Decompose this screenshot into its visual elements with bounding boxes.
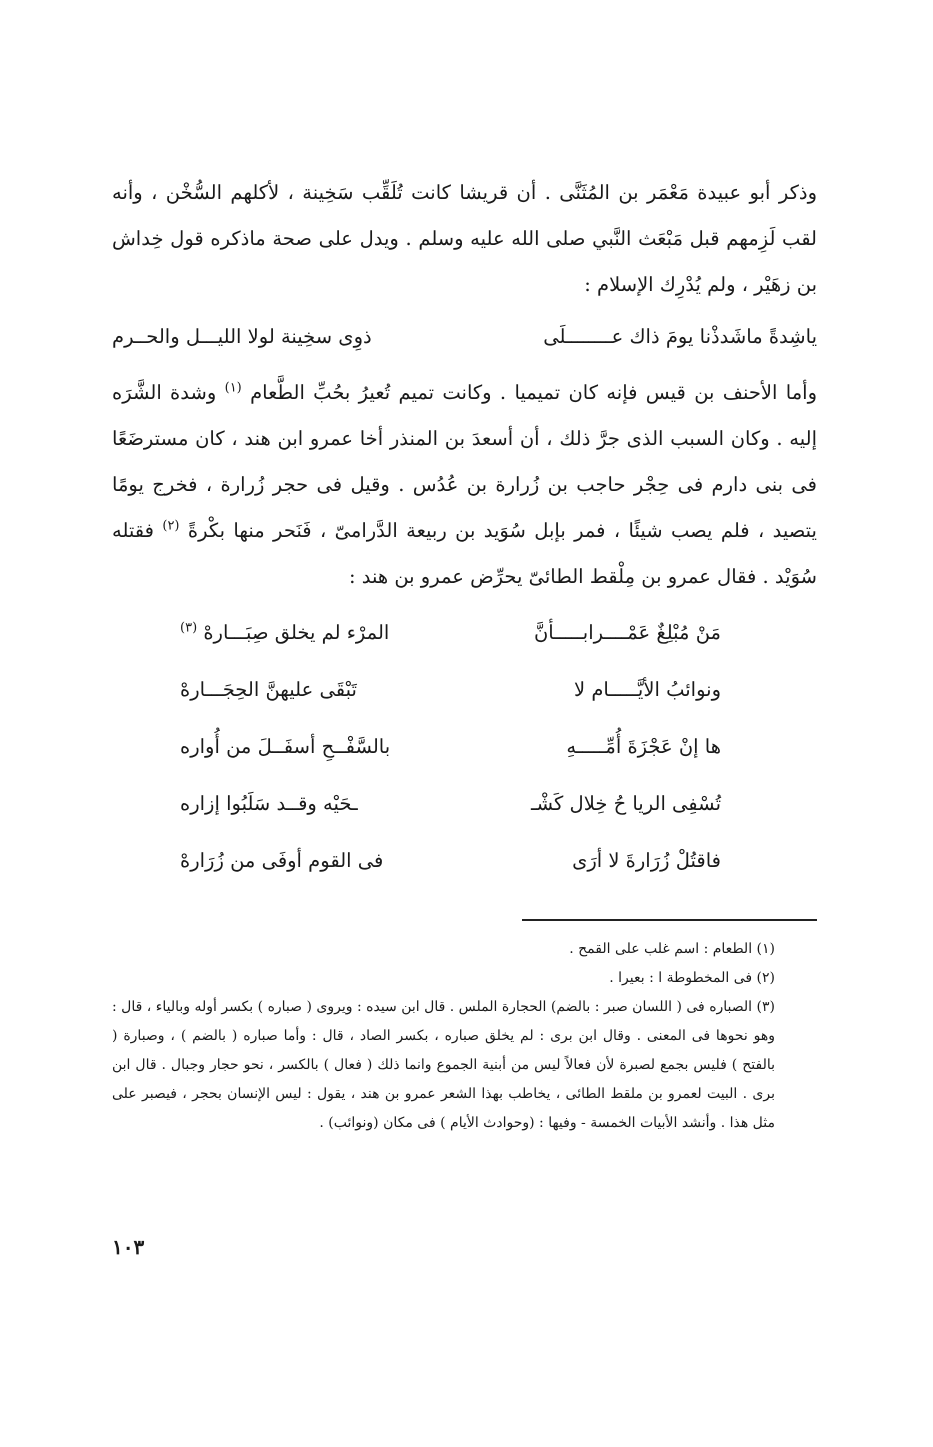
verse-khidash [112,314,817,360]
paragraph-quraysh [112,170,817,308]
poem-verse [180,604,721,661]
footnote-2: (٢) فى المخطوطة ا : بعيرا . [609,970,775,986]
verse-hemistich-right: ها إنْ عَجْزَةَ أُمِّـــــهِ [566,735,721,758]
footnote-marker-3[interactable]: (٣) [180,620,198,636]
verse-hemistich-right: ياشِدةً ماشَدذْنا يومَ ذاك عــــــــلَى [543,325,817,348]
verse-hemistich-left: ـحَيْه وقــد سَلَبُوا إزاره [180,792,358,815]
page-content [112,170,817,1138]
poem-verse [180,661,721,718]
poem-verse [180,718,721,775]
poem [112,604,817,889]
verse-hemistich-right: فاقتُلْ زُرَارةَ لا أرَى [572,849,721,872]
verse-hemistich-left: ذوِى سخِينة لولا الليـــل والحــرم [112,325,372,348]
verse-hemistich-right: ونوائبُ الأيَّـــــام لا [574,678,721,701]
footnote-marker-1[interactable]: (١) [224,380,242,396]
paragraph-text: وأما الأحنف بن قيس فإنه كان تميميا . وكانت تميم تُعيرُ بحُبِّ الطَّعام [250,381,818,404]
paragraph-ahnaf [112,370,817,600]
footnote-marker-2[interactable]: (٢) [162,518,180,534]
poem-verse [180,832,721,889]
footnote-3: (٣) الصباره فى ( اللسان صبر : بالضم) الحجارة الملس . قال ابن سيده : ويروى ( صباره ) بكسر أوله وبالياء ، قال : وهو نحوها فى المعنى . وقال ابن برى : لم يخلق صباره ، بكسر الصاد ، قال : وأما صباره ( بالضم ) ، وصبارة ( بالفتح ) فليس بجمع لصبرة لأن فعالاً ليس من أبنية الجموع وانما ذلك ( فعال ) بالكسر ، نحو حجار وجبال . قال ابن برى . البيت لعمرو بن ملقط الطائى ، يخاطب بهذا الشعر عمرو بن هند ، يقول : ليس الإنسان بحجر ، فيصبر على مثل هذا . وأنشد الأبيات الخمسة - وفيها : (وحوادث الأيام ) فى مكان (ونوائب) . [112,999,775,1131]
verse-hemistich-left: بالسَّفْــحِ أسفَــلَ من أُواره [180,735,391,758]
verse-hemistich-left: المرْء لم يخلق صِبَـــارهْ $^{(٣)}$ [180,620,390,644]
verse-hemistich-left: تَبْقَى عليهنَّ الحِجَـــارهْ [180,678,357,701]
footnote-1: (١) الطعام : اسم غلب على القمح . [569,941,775,957]
verse-hemistich-right: مَنْ مُبْلِغٌ عَمْــــرابـــــأنَّ [533,621,721,644]
verse-hemistich-left: فى القوم أوفَى من زُرَارهْ [180,849,384,872]
paragraph-text: وذكر أبو عبيدة مَعْمَر بن المُثَنَّى . أن قريشا كانت تُلَقِّب سَخِينة ، لأكلهم السُّخْن ، وأنه لقب لَزِمهم قبل مَبْعَث النَّبي صلى الله عليه وسلم . ويدل على صحة ماذكره قول خِداش بن زهَيْر ، ولم يُدْرِك الإسلام : [112,181,817,296]
paragraph-text: وشدة الشَّرَه إليه . وكان السبب الذى جرَّ ذلك ، أن أسعدَ بن المنذر أخا عمرو ابن هند ، كان مسترضَعًا فى بنى دارم فى حِجْر حاجب بن زُرارة بن عُدُس . وقيل فى حجر زُرارة ، فخرج يومًا يتصيد ، فلم يصب شيئًا ، فمر بإبل سُوَيد بن ربيعة الدَّرامىّ ، فَنَحر منها بكْرةً [112,381,817,542]
paragraph-text: فقتله سُوَيْد . فقال عمرو بن مِلْقط الطائىّ يحرِّض عمرو بن هند : [112,519,817,588]
verse-hemistich-right: تُسْفِى الريا حُ خِلال كَشْـ [530,792,721,815]
poem-verse [180,775,721,832]
footnotes [112,935,817,1138]
footnote-divider [522,919,817,921]
page-number: ١٠٣ [112,1235,145,1259]
